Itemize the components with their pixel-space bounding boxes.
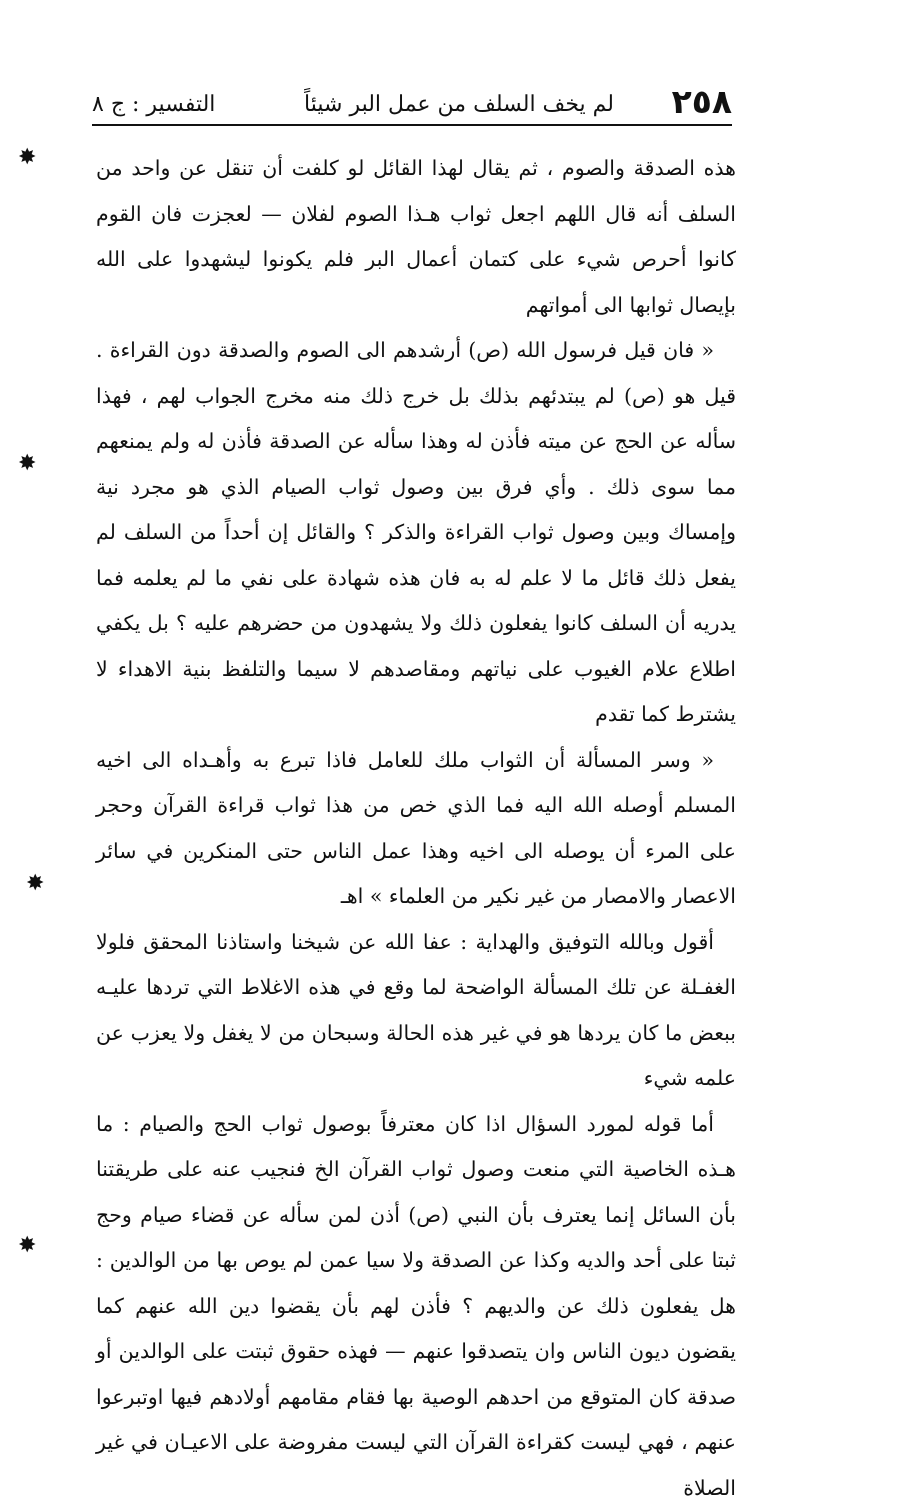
- running-title: لم يخف السلف من عمل البر شيئاً: [304, 92, 614, 117]
- margin-mark-icon: ✸: [18, 456, 34, 472]
- paragraph: « فان قيل فرسول الله (ص) أرشدهم الى الصوم والصدقة دون القراءة . قيل هو (ص) لم يبتدئهم بذلك بل خرج ذلك منه مخرج الجواب لهم ، فهذا سأله عن الحج عن ميته فأذن له وهذا سأله عن الصدقة فأذن له ولم يمنعهم مما سوى ذلك . وأي فرق بين وصول ثواب الصيام الذي هو مجرد نية وإمساك وبين وصول ثواب القراءة والذكر ؟ والقائل إن أحداً من السلف لم يفعل ذلك قائل ما لا علم له به فان هذه شهادة على نفي ما لم يعلمه فما يدريه أن السلف كانوا يفعلون ذلك ولا يشهدون من حضرهم عليه ؟ بل يكفي اطلاع علام الغيوب على نياتهم ومقاصدهم لا سيما والتلفظ بنية الاهداء لا يشترط كما تقدم: [96, 328, 736, 738]
- body-text: [96, 146, 736, 1511]
- paragraph: هذه الصدقة والصوم ، ثم يقال لهذا القائل لو كلفت أن تنقل عن واحد من السلف أنه قال اللهم اجعل ثواب هـذا الصوم لفلان — لعجزت فان القوم كانوا أحرص شيء على كتمان أعمال البر فلم يكونوا ليشهدوا على الله بإيصال ثوابها الى أمواتهم: [96, 146, 736, 328]
- book-reference: التفسير : ج ٨: [92, 92, 215, 117]
- margin-mark-icon: ✸: [26, 876, 42, 892]
- page-number: ٢٥٨: [672, 82, 732, 121]
- header-rule: [92, 124, 732, 126]
- paragraph: أما قوله لمورد السؤال اذا كان معترفاً بوصول ثواب الحج والصيام : ما هـذه الخاصية التي منعت وصول ثواب القرآن الخ فنجيب عنه على طريقتنا بأن السائل إنما يعترف بأن النبي (ص) أذن لمن سأله عن قضاء صيام وحج ثبتا على أحد والديه وكذا عن الصدقة ولا سيا عمن لم يوص بها من الوالدين : هل يفعلون ذلك عن والديهم ؟ فأذن لهم بأن يقضوا دين الله عنهم كما يقضون ديون الناس وان يتصدقوا عنهم — فهذه حقوق ثبتت على الوالدين أو صدقة كان المتوقع من احدهم الوصية بها فقام مقامهم أولادهم فيها اوتبرعوا عنهم ، فهي ليست كقراءة القرآن التي ليست مفروضة على الاعيـان في غير الصلاة: [96, 1102, 736, 1511]
- margin-mark-icon: ✸: [18, 150, 34, 166]
- page-header: [92, 84, 732, 128]
- paragraph: أقول وبالله التوفيق والهداية : عفا الله عن شيخنا واستاذنا المحقق فلولا الغفـلة عن تلك المسألة الواضحة لما وقع في هذه الاغلاط التي تردها عليـه ببعض ما كان يردها هو في غير هذه الحالة وسبحان من لا يغفل ولا يعزب عن علمه شيء: [96, 920, 736, 1102]
- margin-mark-icon: ✸: [18, 1238, 34, 1254]
- paragraph: « وسر المسألة أن الثواب ملك للعامل فاذا تبرع به وأهـداه الى اخيه المسلم أوصله الله اليه فما الذي خص من هذا ثواب قراءة القرآن وحجر على المرء أن يوصله الى اخيه وهذا عمل الناس حتى المنكرين في سائر الاعصار والامصار من غير نكير من العلماء » اهـ: [96, 738, 736, 920]
